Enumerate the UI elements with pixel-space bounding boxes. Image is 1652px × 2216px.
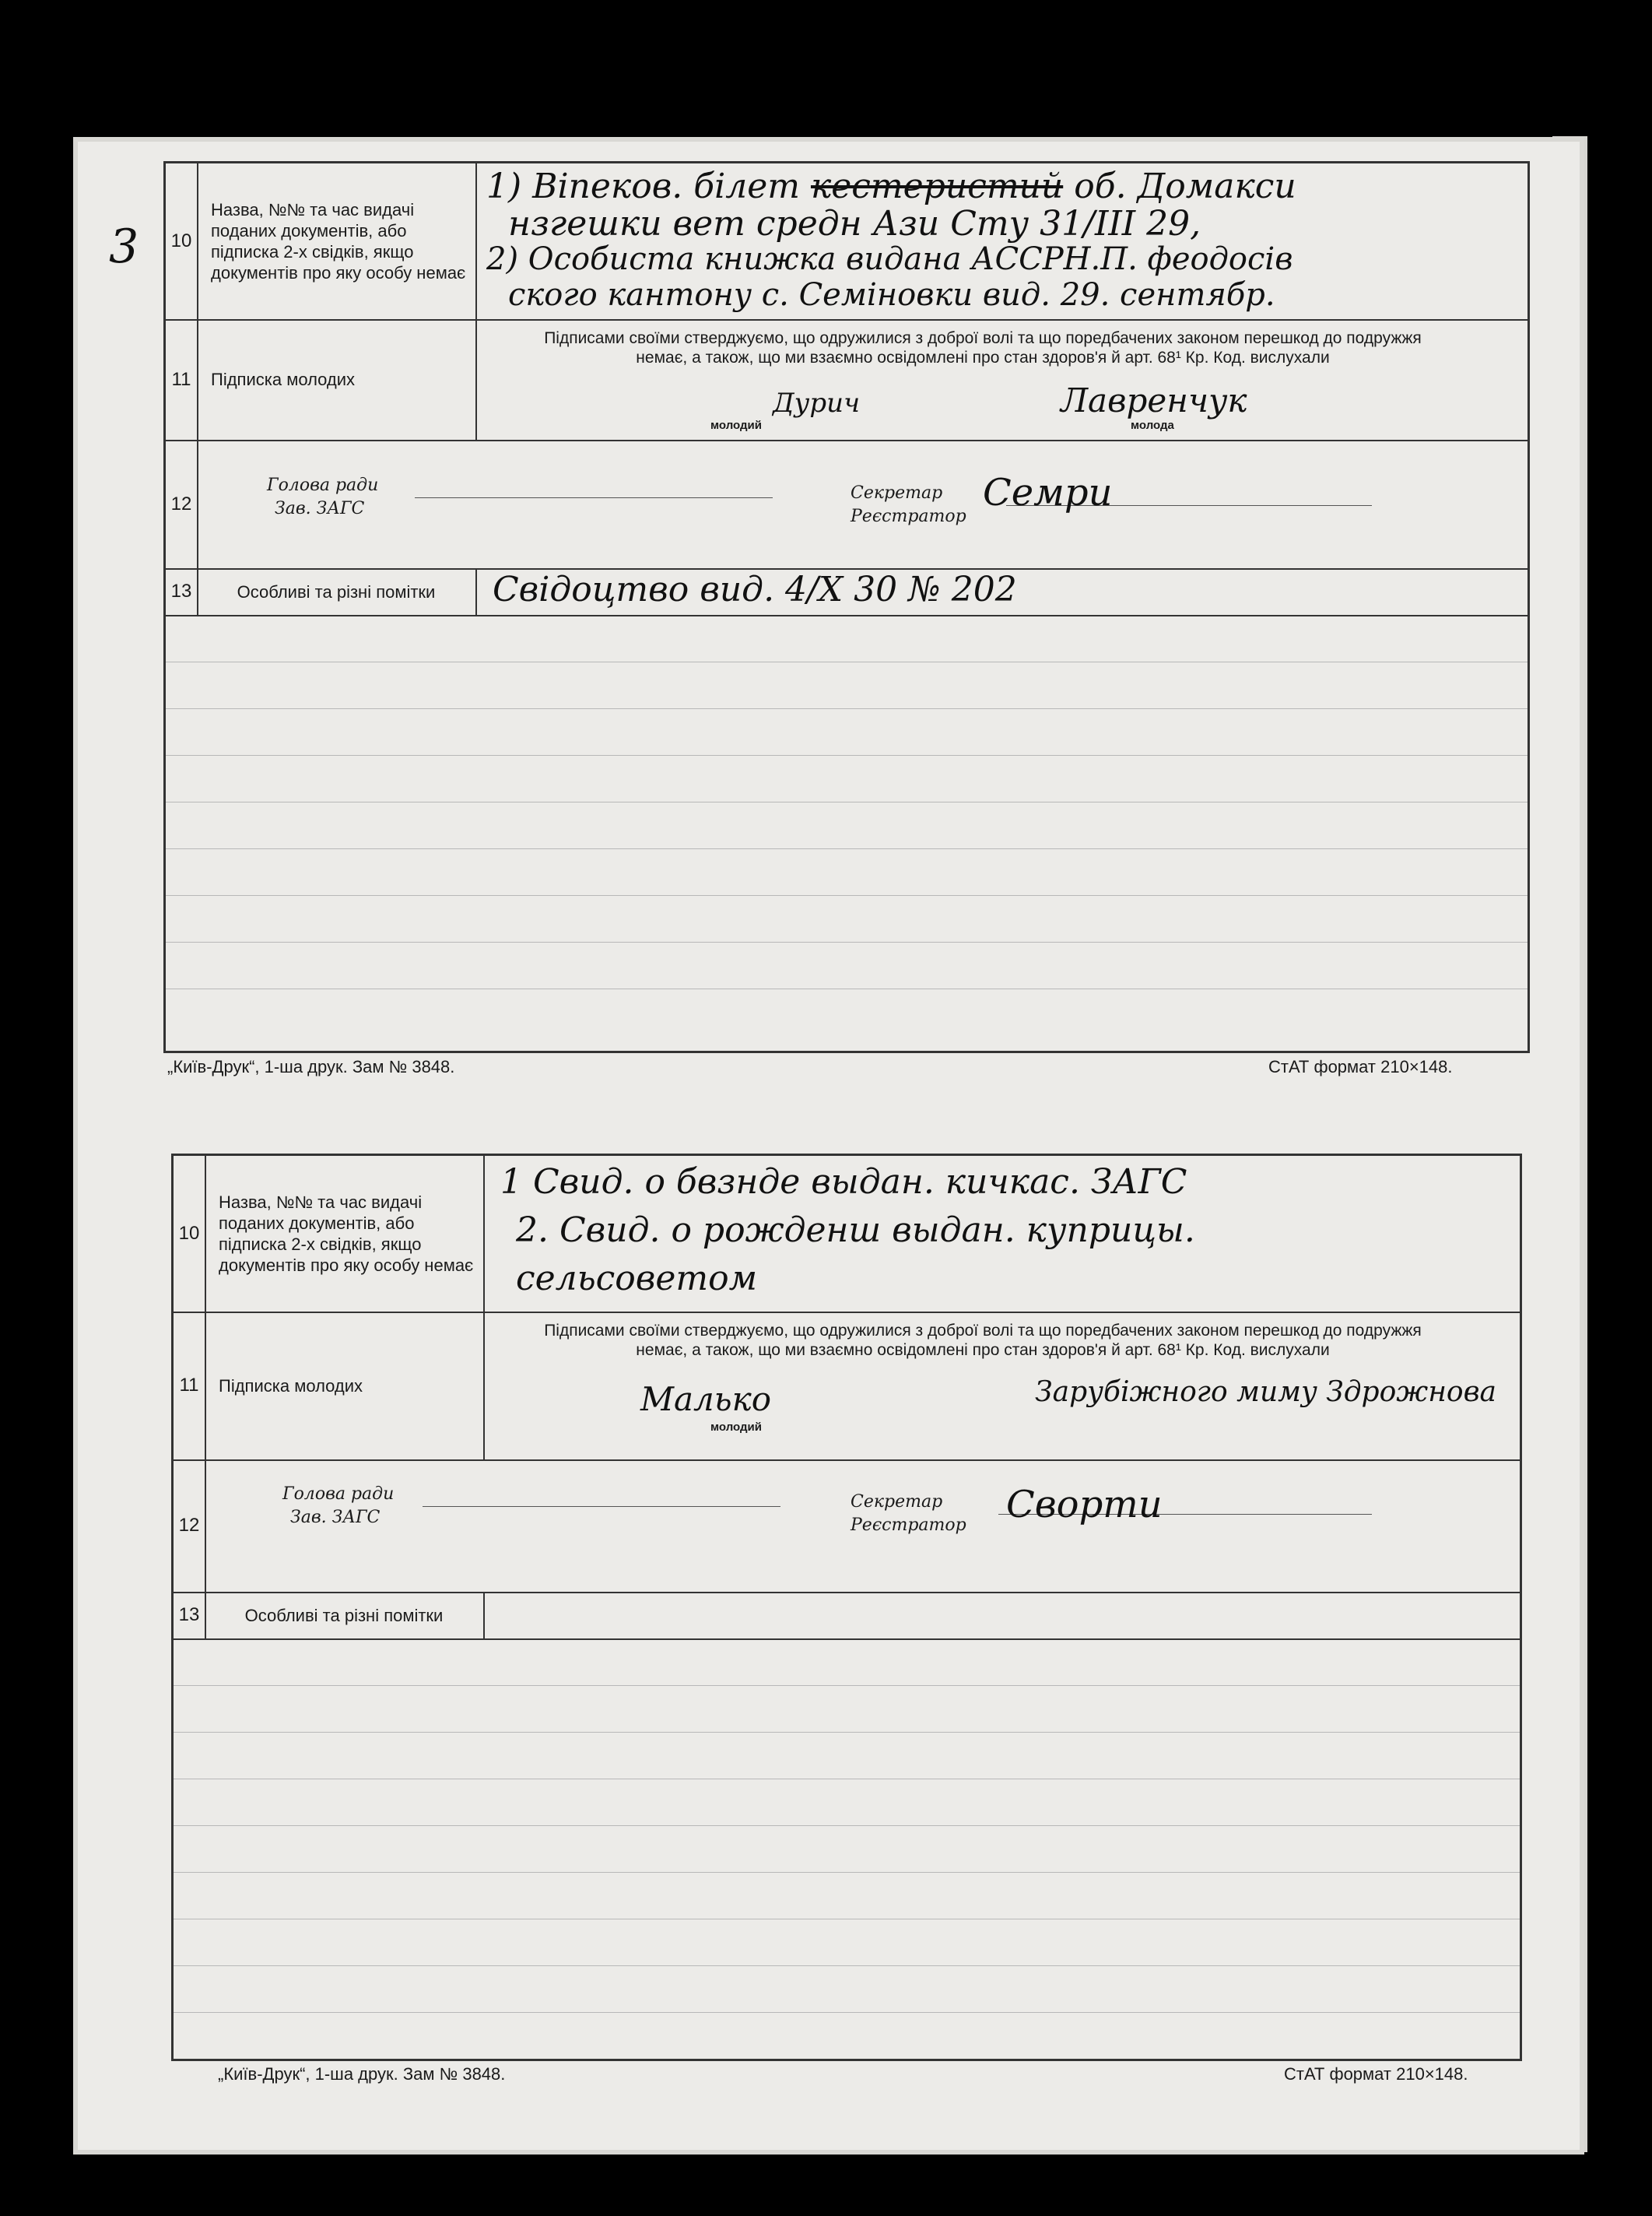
signature-line <box>415 497 773 498</box>
declaration-text: Підписами своїми стверджуємо, що одружилися з доброї волі та що поредбачених законом перешкод до подружжя немає, а також, що ми взаємно освідомлені про стан здоров'я й арт. 68¹ Кр. Код. вислухали <box>544 1322 1422 1359</box>
registrar-role: Реєстратор <box>851 507 966 526</box>
printer-footer: „Київ-Друк“, 1-ша друк. Зам № 3848. <box>218 2064 506 2084</box>
newlyweds-signature-label: Підписка молодих <box>205 1312 485 1459</box>
secretary-role: Секретар <box>851 1492 943 1512</box>
secretary-role: Секретар <box>851 483 943 503</box>
remarks-note: Свідоцтво вид. 4/Х 30 № 202 <box>493 570 1017 609</box>
groom-caption: молодий <box>710 1421 762 1434</box>
handwritten-line: 2. Свид. о рожденш выдан. куприцы. <box>516 1210 1195 1250</box>
bride-caption: молода <box>1131 419 1174 432</box>
handwritten-line: 2) Особиста книжка видана АССРН.П. феодосів <box>486 241 1293 277</box>
row-number: 10 <box>166 163 198 319</box>
handwritten-line: сельсоветом <box>516 1259 758 1298</box>
printer-footer: „Київ-Друк“, 1-ша друк. Зам № 3848. <box>167 1057 455 1076</box>
handwritten-line: ского кантону с. Семіновки вид. 29. сентябр. <box>508 277 1275 313</box>
row-12 <box>166 440 1527 570</box>
registry-head-role: Зав. ЗАГС <box>290 1508 381 1527</box>
handwritten-line: 1 Свид. о бвзнде выдан. кичкас. ЗАГС <box>500 1162 1187 1202</box>
groom-signature: Малько <box>640 1380 772 1418</box>
row-number: 10 <box>174 1156 206 1312</box>
remarks-label: Особливі та різні помітки <box>205 1592 485 1638</box>
row-number: 13 <box>174 1592 206 1638</box>
register-page <box>78 142 1580 2150</box>
remarks-label: Особливі та різні помітки <box>197 568 477 615</box>
row-number: 11 <box>174 1312 206 1459</box>
format-footer: СтАТ формат 210×148. <box>1284 2064 1468 2084</box>
row-13 <box>166 568 1527 616</box>
row-11 <box>166 319 1527 441</box>
registrar-signature: Семри <box>983 471 1113 514</box>
documents-label: Назва, №№ та час видачі поданих документів, або підписка 2-х свідків, якщо документів про яку особу немає <box>205 1156 485 1312</box>
row-number: 12 <box>166 440 198 568</box>
format-footer: СтАТ формат 210×148. <box>1268 1057 1453 1076</box>
bride-signature: Лавренчук <box>1061 381 1247 420</box>
marriage-record-1 <box>163 161 1530 1053</box>
bride-signature: Зарубіжного миму Здрожнова <box>1035 1376 1496 1408</box>
row-12 <box>174 1459 1520 1593</box>
row-11 <box>174 1312 1520 1461</box>
groom-caption: молодий <box>710 419 762 432</box>
marriage-record-2 <box>171 1154 1522 2061</box>
council-head-role: Голова ради <box>282 1484 395 1504</box>
signature-line <box>423 1506 780 1507</box>
registry-head-role: Зав. ЗАГС <box>275 499 365 518</box>
handwritten-line: 1) Віпеков. білет кестеристий об. Домакси <box>486 167 1296 206</box>
margin-mark: 3 <box>109 219 139 274</box>
row-number: 13 <box>166 568 198 615</box>
ruled-area <box>166 615 1527 1051</box>
registrar-signature: Сворти <box>1006 1483 1163 1526</box>
documents-label: Назва, №№ та час видачі поданих документів, або підписка 2-х свідків, якщо документів про яку особу немає <box>197 163 477 319</box>
row-10 <box>174 1156 1520 1313</box>
registrar-role: Реєстратор <box>851 1515 966 1535</box>
row-10 <box>166 163 1527 321</box>
handwritten-line: нзгешки вет средн Ази Сту 31/ІІІ 29, <box>508 204 1201 244</box>
row-number: 11 <box>166 319 198 440</box>
row-number: 12 <box>174 1459 206 1592</box>
groom-signature: Дурич <box>773 388 861 419</box>
row-13 <box>174 1592 1520 1640</box>
newlyweds-signature-label: Підписка молодих <box>197 319 477 440</box>
council-head-role: Голова ради <box>267 476 379 495</box>
ruled-area <box>174 1638 1520 2059</box>
declaration-text: Підписами своїми стверджуємо, що одружилися з доброї волі та що поредбачених законом перешкод до подружжя немає, а також, що ми взаємно освідомлені про стан здоров'я й арт. 68¹ Кр. Код. вислухали <box>544 329 1422 367</box>
